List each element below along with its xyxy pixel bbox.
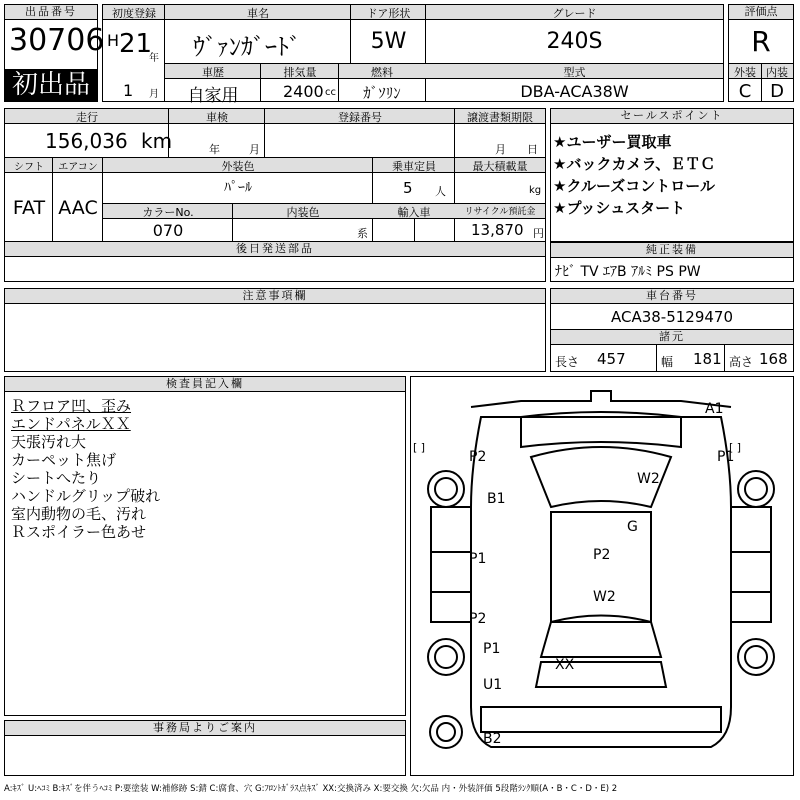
ext-color-value: ﾊﾟｰﾙ [224, 180, 252, 196]
displacement-label: 排気量 [283, 66, 317, 79]
inspection-line-1: Ｒフロア凹、歪み [11, 397, 132, 415]
mark-g: G [627, 519, 638, 535]
inspection-line-3: 天張汚れ大 [11, 433, 87, 451]
first-reg-year-unit: 年 [149, 53, 159, 64]
first-reg-year: 21 [119, 29, 153, 59]
legend-text: A:ｷｽﾞ U:ﾍｺﾐ B:ｷｽﾞを伴うﾍｺﾐ P:要塗装 W:補修跡 S:錆 C:腐食、穴 G:ﾌﾛﾝﾄｶﾞﾗｽ点ｷｽﾞ XX:交換済み X:要交換 欠:欠品 内・外装評価 5段階ﾗﾝｸ順(A・B・C・D・E) 2 [4, 784, 618, 794]
interior-grade-value: D [770, 81, 784, 102]
score-value: R [751, 25, 771, 58]
inspector-label: 検査員記入欄 [5, 377, 405, 392]
chassis-box [550, 288, 794, 372]
bracket-right-top: [ ] [729, 441, 742, 454]
max-load-unit: kg [529, 185, 542, 196]
transfer-doc-label: 譲渡書類期限 [467, 111, 533, 124]
mark-b1: B1 [487, 491, 506, 507]
equipment-box [550, 242, 794, 282]
recycle-unit: 円 [533, 227, 544, 240]
int-color-label: 内装色 [286, 206, 320, 219]
inspection-line-4: カーペット焦げ [11, 451, 117, 469]
first-reg-era: H [107, 31, 120, 50]
car-name: ｳﾞｧﾝｶﾞｰﾄﾞ [193, 33, 301, 61]
equipment-label: 純正装備 [551, 243, 793, 258]
mark-u1: U1 [483, 677, 503, 693]
exterior-grade-label: 外装 [734, 66, 756, 79]
color-no-label: カラーNo. [142, 206, 194, 219]
height-label: 高さ [729, 355, 754, 369]
color-no-value: 070 [152, 221, 184, 240]
inspector-box [4, 376, 406, 716]
main-header-box [102, 4, 724, 106]
mark-b2: B2 [483, 731, 502, 747]
mark-p1-front-right: P1 [717, 449, 735, 465]
mark-p2-front-left: P2 [469, 449, 487, 465]
chassis-label: 車台番号 [551, 289, 793, 304]
sales-point-3: ★クルーズコントロール [553, 177, 715, 195]
inspection-line-5: シートへたり [11, 469, 102, 487]
notes-label: 注意事項欄 [5, 289, 545, 304]
mileage-label: 走行 [76, 111, 98, 124]
lot-box [4, 4, 105, 102]
length-value: 457 [597, 350, 626, 368]
score-label: 評価点 [729, 5, 793, 20]
history-label: 車歴 [202, 66, 224, 79]
transfer-month-unit: 月 [495, 143, 506, 156]
mark-p2-left-rear: P2 [469, 611, 487, 627]
mark-xx: XX [555, 657, 575, 673]
transfer-day-unit: 日 [527, 143, 538, 156]
later-parts-label: 後日発送部品 [5, 242, 545, 257]
interior-grade-label: 内装 [766, 66, 788, 79]
notes-box [4, 288, 546, 372]
shift-value: FAT [12, 197, 46, 219]
bracket-left-top: [ ] [413, 441, 426, 454]
shift-label: シフト [14, 162, 44, 173]
mark-w2-windshield: W2 [637, 471, 660, 487]
score-box [728, 4, 794, 102]
office-box [4, 720, 406, 776]
aircon-value: AAC [58, 197, 98, 219]
car-name-label: 車名 [247, 7, 269, 20]
lot-number: 30706 [9, 23, 105, 58]
int-color-unit: 系 [357, 227, 368, 240]
first-listing-badge: 初出品 [5, 69, 97, 101]
mark-p2-roof: P2 [593, 547, 611, 563]
ext-color-label: 外装色 [221, 160, 255, 173]
door-label: ドア形状 [366, 7, 411, 20]
recycle-label: リサイクル預託金 [464, 207, 536, 217]
mark-p1-left-door: P1 [469, 551, 487, 567]
reg-no-label: 登録番号 [338, 111, 382, 124]
inspection-line-8: Ｒスポイラー色あせ [11, 523, 147, 541]
model-code-label: 型式 [563, 66, 586, 79]
lot-label: 出品番号 [5, 5, 97, 20]
fuel-value: ｶﾞｿﾘﾝ [363, 84, 401, 102]
first-reg-month-unit: 月 [149, 89, 159, 100]
height-value: 168 [759, 350, 788, 368]
mileage-unit: km [141, 129, 173, 153]
first-reg-month: 1 [123, 81, 134, 100]
recycle-value: 13,870 [471, 221, 524, 239]
sales-points-box [550, 108, 794, 242]
mark-p1-left-quarter: P1 [483, 641, 501, 657]
capacity-unit: 人 [435, 185, 446, 198]
door-value: 5W [370, 29, 407, 54]
aircon-label: エアコン [58, 162, 98, 173]
displacement-value: 2400 [283, 82, 324, 101]
inspection-label: 車検 [206, 111, 228, 124]
mark-a1: A1 [705, 401, 724, 417]
inspection-month-unit: 月 [249, 143, 260, 156]
inspection-line-2: エンドパネルＸＸ [11, 415, 131, 433]
sales-point-4: ★プッシュスタート [553, 199, 686, 217]
office-label: 事務局よりご案内 [5, 721, 405, 736]
max-load-label: 最大積載量 [472, 160, 528, 173]
model-code-value: DBA-ACA38W [520, 82, 629, 101]
capacity-label: 乗車定員 [392, 160, 436, 173]
width-label: 幅 [661, 355, 674, 369]
sales-point-1: ★ユーザー買取車 [553, 133, 672, 151]
inspection-year-unit: 年 [209, 143, 220, 156]
car-outline [411, 377, 793, 775]
inspection-line-6: ハンドルグリップ破れ [11, 487, 161, 505]
fuel-label: 燃料 [371, 66, 393, 79]
capacity-value: 5 [403, 179, 413, 197]
grade-label: グレード [552, 7, 597, 20]
sales-point-2: ★バックカメラ、ＥＴＣ [553, 155, 716, 173]
first-reg-label: 初度登録 [112, 7, 156, 20]
mileage-value: 156,036 [45, 129, 128, 153]
detail-box [4, 108, 546, 282]
inspection-line-7: 室内動物の毛、汚れ [11, 505, 147, 523]
exterior-grade-value: C [738, 81, 752, 102]
grade-value: 240S [546, 29, 603, 54]
chassis-value: ACA38-5129470 [610, 308, 734, 326]
length-label: 長さ [555, 355, 580, 369]
mark-w2-roof: W2 [593, 589, 616, 605]
import-label: 輸入車 [397, 206, 431, 219]
car-diagram [410, 376, 794, 776]
dims-label: 諸元 [551, 330, 793, 345]
width-value: 181 [693, 350, 722, 368]
sales-points-label: セールスポイント [551, 109, 793, 124]
displacement-unit: cc [325, 87, 336, 98]
history-value: 自家用 [187, 86, 239, 106]
equipment-value: ﾅﾋﾞ TV ｴｱB ｱﾙﾐ PS PW [555, 264, 701, 280]
